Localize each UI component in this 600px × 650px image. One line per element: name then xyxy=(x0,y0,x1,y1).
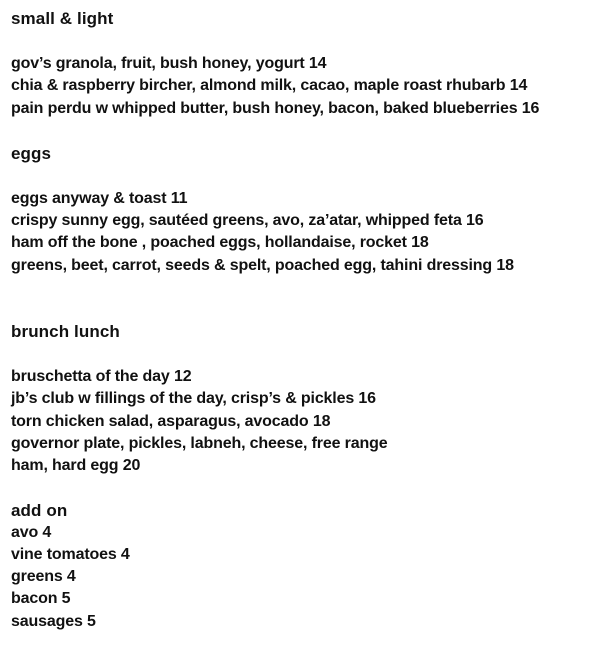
menu-item: greens, beet, carrot, seeds & spelt, poached egg, tahini dressing 18 xyxy=(11,256,514,274)
section-heading-add-on: add on xyxy=(11,500,68,520)
section-heading-small-light: small & light xyxy=(11,9,114,28)
menu-item: avo 4 xyxy=(11,523,52,541)
menu-item: greens 4 xyxy=(11,568,76,586)
menu-item: eggs anyway & toast 11 xyxy=(11,189,188,207)
menu-item: gov’s granola, fruit, bush honey, yogurt 14 xyxy=(11,55,327,72)
menu-item: pain perdu w whipped butter, bush honey, bacon, baked blueberries 16 xyxy=(11,99,540,117)
menu-item: jb’s club w fillings of the day, crisp’s & pickles 16 xyxy=(11,390,376,408)
menu-item: sausages 5 xyxy=(11,612,96,630)
menu-item: governor plate, pickles, labneh, cheese, free range xyxy=(11,434,388,452)
menu-item: bacon 5 xyxy=(11,590,71,608)
menu-item: vine tomatoes 4 xyxy=(11,545,130,563)
menu-item: ham, hard egg 20 xyxy=(11,457,141,475)
menu-item: ham off the bone , poached eggs, hollandaise, rocket 18 xyxy=(11,234,429,252)
menu-item: torn chicken salad, asparagus, avocado 18 xyxy=(11,412,331,430)
section-heading-eggs: eggs xyxy=(11,143,52,163)
menu-content xyxy=(11,8,596,633)
menu-item: chia & raspberry bircher, almond milk, cacao, maple roast rhubarb 14 xyxy=(11,77,528,95)
menu-item: bruschetta of the day 12 xyxy=(11,368,192,386)
menu-item: crispy sunny egg, sautéed greens, avo, za’atar, whipped feta 16 xyxy=(11,212,484,230)
section-heading-brunch-lunch: brunch lunch xyxy=(11,322,120,342)
